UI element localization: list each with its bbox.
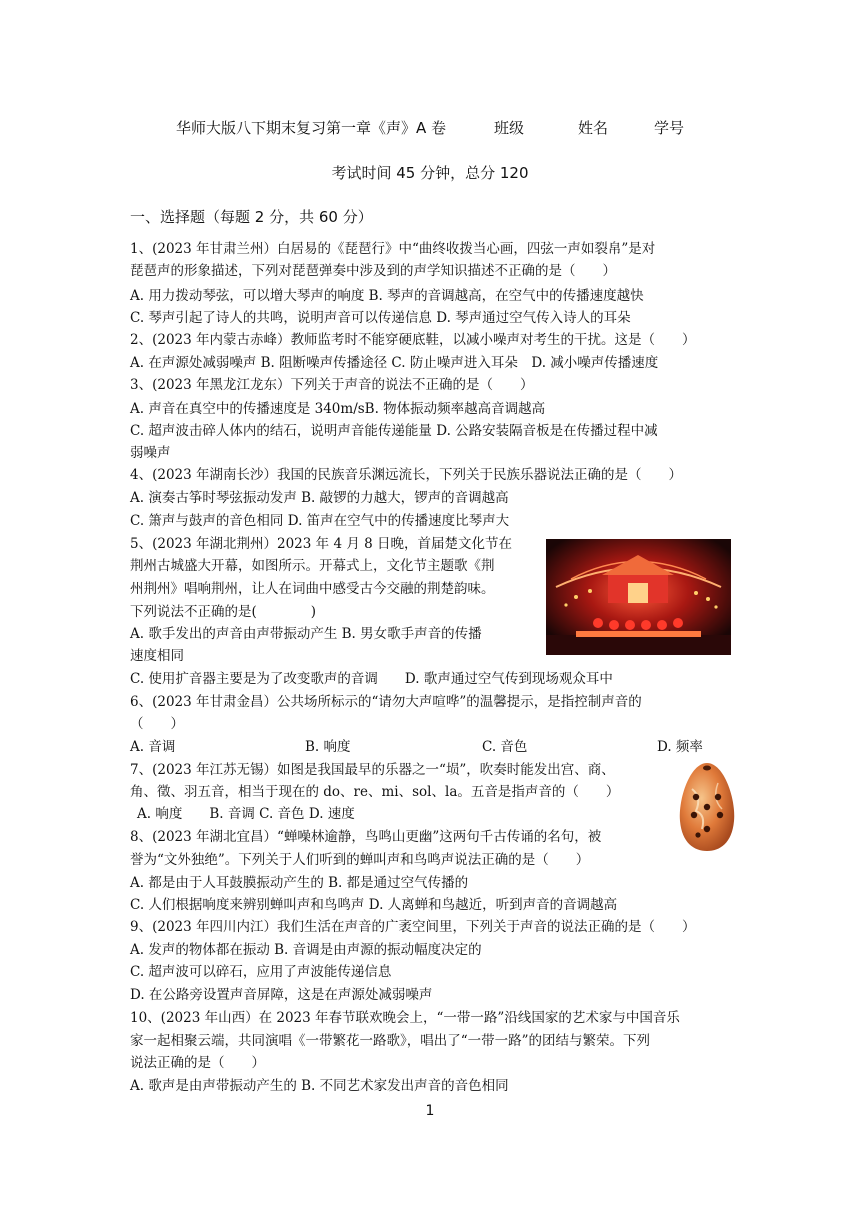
question-4-options-cd: C. 箫声与鼓声的音色相同 D. 笛声在空气中的传播速度比琴声大 xyxy=(130,513,510,529)
question-8-line-2: 誉为“文外独绝”。下列关于人们听到的蝉叫声和鸟鸣声说法正确的是（ ） xyxy=(130,852,590,868)
class-label: 班级 xyxy=(494,119,525,137)
question-6-option-d: D. 频率 xyxy=(657,739,703,755)
question-1-options-ab: A. 用力拨动琴弦，可以增大琴声的响度 B. 琴声的音调越高，在空气中的传播速度越快 xyxy=(130,288,644,304)
question-2-options: A. 在声源处减弱噪声 B. 阻断噪声传播途径 C. 防止噪声进入耳朵 D. 减小噪声传播速度 xyxy=(130,355,659,371)
question-7-options: A. 响度 B. 音调 C. 音色 D. 速度 xyxy=(137,806,355,822)
question-10-line-2: 家一起相聚云端，共同演唱《一带繁花一路歌》，唱出了“一带一路”的团结与繁荣。下列 xyxy=(130,1033,651,1049)
question-10-options-ab: A. 歌声是由声带振动产生的 B. 不同艺术家发出声音的音色相同 xyxy=(130,1078,509,1094)
question-2-line-1: 2、(2023 年内蒙古赤峰）教师监考时不能穿硬底鞋，以减小噪声对考生的干扰。这是（ ） xyxy=(130,332,696,348)
question-4-options-ab: A. 演奏古筝时琴弦振动发声 B. 敲锣的力越大，锣声的音调越高 xyxy=(130,490,509,506)
question-5-line-2: 荆州古城盛大开幕，如图所示。开幕式上，文化节主题歌《荆 xyxy=(130,558,495,574)
question-5-options-cd: C. 使用扩音器主要是为了改变歌声的音调 D. 歌声通过空气传到现场观众耳中 xyxy=(130,671,613,687)
question-9-options-ab: A. 发声的物体都在振动 B. 音调是由声源的振动幅度决定的 xyxy=(130,942,482,958)
question-10-line-1: 10、(2023 年山西）在 2023 年春节联欢晚会上，“一带一路”沿线国家的艺术家与中国音乐 xyxy=(130,1010,680,1026)
question-4-line-1: 4、(2023 年湖南长沙）我国的民族音乐渊远流长，下列关于民族乐器说法正确的是（ ） xyxy=(130,467,683,483)
question-1-line-1: 1、(2023 年甘肃兰州）白居易的《琵琶行》中“曲终收拨当心画，四弦一声如裂帛”是对 xyxy=(130,241,656,257)
document-title: 华师大版八下期末复习第一章《声》A 卷 xyxy=(176,119,447,137)
question-5-line-3: 州荆州》唱响荆州，让人在词曲中感受古今交融的荆楚韵味。 xyxy=(130,581,495,597)
question-6-option-a: A. 音调 xyxy=(130,739,176,755)
question-10-line-3: 说法正确的是（ ） xyxy=(130,1055,265,1071)
xun-instrument-photo xyxy=(672,759,742,855)
festival-stage-photo xyxy=(546,539,731,655)
exam-info: 考试时间 45 分钟，总分 120 xyxy=(331,164,529,182)
question-6-line-2: （ ） xyxy=(130,716,184,732)
question-6-option-c: C. 音色 xyxy=(482,739,528,755)
question-6-options xyxy=(0,736,860,758)
question-5-options-ab: A. 歌手发出的声音由声带振动产生 B. 男女歌手声音的传播 xyxy=(130,626,482,642)
question-6-line-1: 6、(2023 年甘肃金昌）公共场所标示的“请勿大声喧哗”的温馨提示，是指控制声音的 xyxy=(130,694,642,710)
question-1-line-2: 琵琶声的形象描述，下列对琵琶弹奏中涉及到的声学知识描述不正确的是（ ） xyxy=(130,263,616,279)
question-3-options-cd-cont: 弱噪声 xyxy=(130,445,171,461)
question-6-option-b: B. 响度 xyxy=(305,739,351,755)
question-7-line-2: 角、徵、羽五音，相当于现在的 do、re、mi、sol、la。五音是指声音的（ ） xyxy=(130,784,620,800)
question-8-options-ab: A. 都是由于人耳鼓膜振动产生的 B. 都是通过空气传播的 xyxy=(130,875,469,891)
question-5-line-1: 5、(2023 年湖北荆州）2023 年 4 月 8 日晚，首届楚文化节在 xyxy=(130,536,512,552)
question-9-option-d: D. 在公路旁设置声音屏障，这是在声源处减弱噪声 xyxy=(130,987,433,1003)
question-9-option-c: C. 超声波可以碎石，应用了声波能传递信息 xyxy=(130,964,392,980)
question-8-options-cd: C. 人们根据响度来辨别蝉叫声和鸟鸣声 D. 人离蝉和鸟越近，听到声音的音调越高 xyxy=(130,897,618,913)
question-8-line-1: 8、(2023 年湖北宜昌）“蝉噪林逾静，鸟鸣山更幽”这两句千古传诵的名句，被 xyxy=(130,829,602,845)
section-heading: 一、选择题（每题 2 分，共 60 分） xyxy=(130,208,373,226)
question-9-line-1: 9、(2023 年四川内江）我们生活在声音的广袤空间里，下列关于声音的说法正确的是（ ） xyxy=(130,919,696,935)
name-label: 姓名 xyxy=(578,119,609,137)
question-1-options-cd: C. 琴声引起了诗人的共鸣，说明声音可以传递信息 D. 琴声通过空气传入诗人的耳朵 xyxy=(130,310,631,326)
student-id-label: 学号 xyxy=(654,119,685,137)
question-5-line-4: 下列说法不正确的是( ) xyxy=(130,604,317,620)
page-number: 1 xyxy=(425,1103,435,1119)
question-7-line-1: 7、(2023 年江苏无锡）如图是我国最早的乐器之一“埙”，吹奏时能发出宫、商、 xyxy=(130,762,615,778)
question-3-line-1: 3、(2023 年黑龙江龙东）下列关于声音的说法不正确的是（ ） xyxy=(130,377,534,393)
question-5-options-ab-cont: 速度相同 xyxy=(130,648,184,664)
question-3-options-cd: C. 超声波击碎人体内的结石，说明声音能传递能量 D. 公路安装隔音板是在传播过程中减 xyxy=(130,423,658,439)
question-3-options-ab: A. 声音在真空中的传播速度是 340m/sB. 物体振动频率越高音调越高 xyxy=(130,401,546,417)
